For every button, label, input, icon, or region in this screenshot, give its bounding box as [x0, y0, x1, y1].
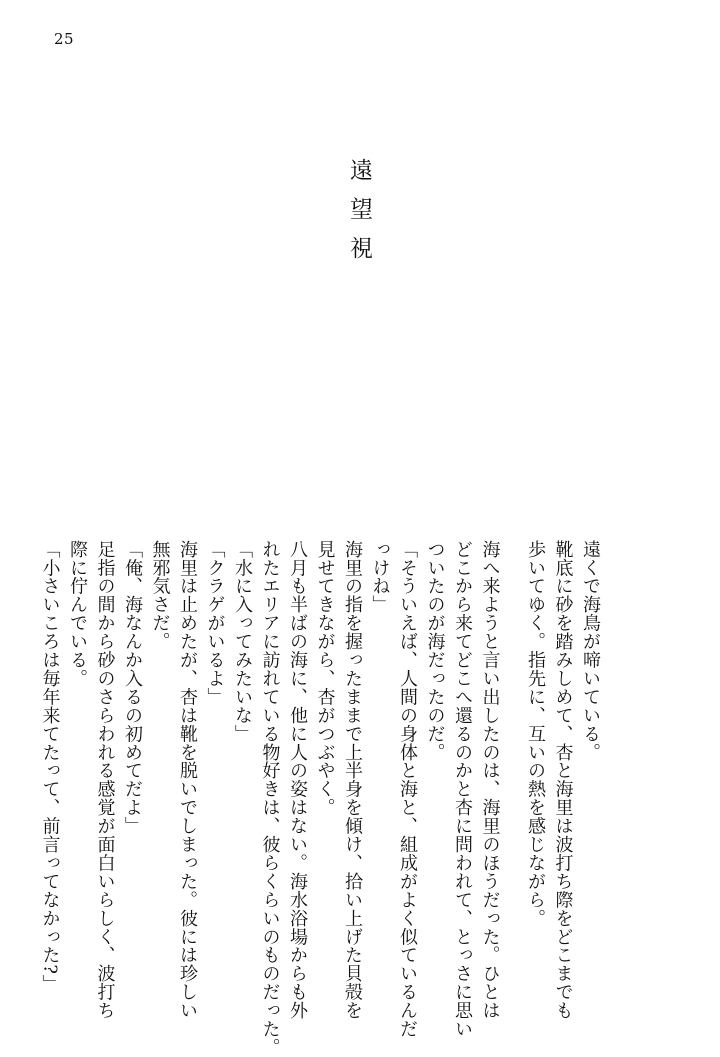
text-line: どこから来てどこへ還るのかと杏に問われて、とっさに思い [452, 540, 473, 1039]
text-line: 海里は止めたが、杏は靴を脱いでしまった。彼には珍しい [177, 540, 198, 1020]
text-line: 見せてきながら、杏がつぶやく。 [314, 540, 336, 817]
text-line: 「クラゲがいるよ」 [204, 540, 226, 707]
text-line: 「水に入ってみたいな」 [232, 540, 253, 743]
text-line: 「そういえば、人間の身体と海と、組成がよく似ているんだ [397, 540, 418, 1039]
text-line: 際に佇んでいる。 [67, 540, 88, 688]
chapter-title: 遠望視 [346, 158, 372, 275]
text-line: 遠くで海鳥が啼いている。 [580, 540, 601, 762]
body-text [36, 540, 604, 1057]
text-line: 「小さいころは毎年来てたって、前言ってなかった?」 [39, 540, 61, 993]
text-line: れたエリアに訪れている物好きは、彼らくらいのものだった。 [259, 540, 281, 1057]
text-line: 歩いてゆく。指先に、互いの熱を感じながら。 [525, 540, 546, 928]
text-line: 「俺、海なんか入るの初めてだよ」 [122, 540, 143, 836]
text-line: 靴底に砂を踏みしめて、杏と海里は波打ち際をどこまでも [552, 540, 574, 1020]
page-number: 25 [54, 30, 75, 48]
blank-line [504, 540, 522, 980]
text-line: 無邪気さだ。 [149, 540, 171, 651]
text-line: ついたのが海だったのだ。 [424, 540, 446, 762]
text-line: 海里の指を握ったままで上半身を傾け、拾い上げた貝殻を [342, 540, 363, 1020]
text-line: 海へ来ようと言い出したのは、海里のほうだった。ひとは [479, 540, 501, 1020]
text-line: 八月も半ばの海に、他に人の姿はない。海水浴場からも外 [287, 540, 308, 1020]
text-line: 足指の間から砂のさらわれる感覚が面白いらしく、波打ち [94, 540, 116, 1020]
text-line: っけね」 [369, 540, 391, 614]
